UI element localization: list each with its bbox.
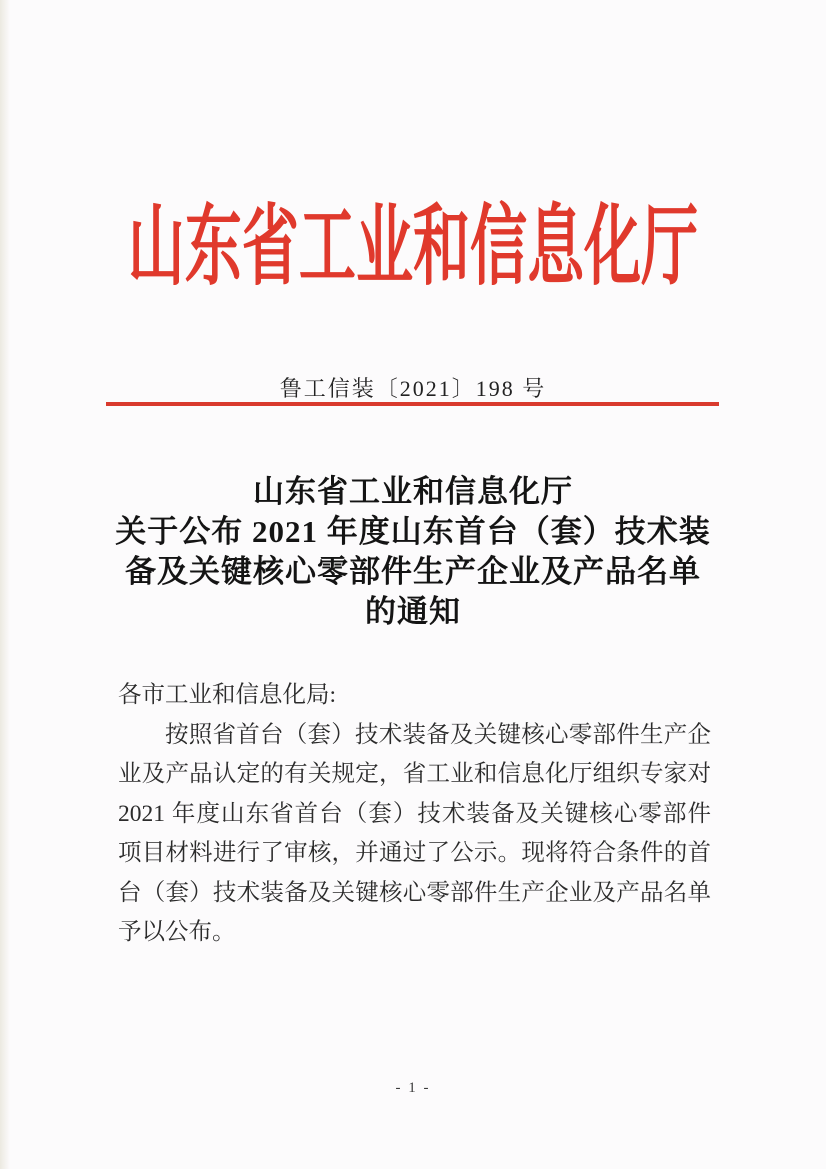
body-paragraph: 按照省首台（套）技术装备及关键核心零部件生产企业及产品认定的有关规定，省工业和信息化厅组织专家对 2021 年度山东省首台（套）技术装备及关键核心零部件项目材料进行了审核，并通过了公示。现将符合条件的首台（套）技术装备及关键核心零部件生产企业及产品名单予以公布。: [118, 721, 711, 945]
title-line-2: 关于公布 2021 年度山东首台（套）技术装: [115, 514, 711, 549]
document-number: 鲁工信装〔2021〕198 号: [279, 376, 547, 401]
page-number: - 1 -: [395, 1080, 431, 1096]
agency-red-header: 山东省工业和信息化厅: [127, 198, 699, 296]
title-line-4: 的通知: [365, 594, 461, 629]
salutation-line: 各市工业和信息化局:: [118, 682, 337, 708]
title-line-3: 备及关键核心零部件生产企业及产品名单: [125, 554, 701, 589]
document-body: [118, 676, 711, 953]
red-divider-line: [106, 402, 719, 406]
document-title: [56, 472, 770, 632]
title-line-1: 山东省工业和信息化厅: [253, 474, 573, 509]
